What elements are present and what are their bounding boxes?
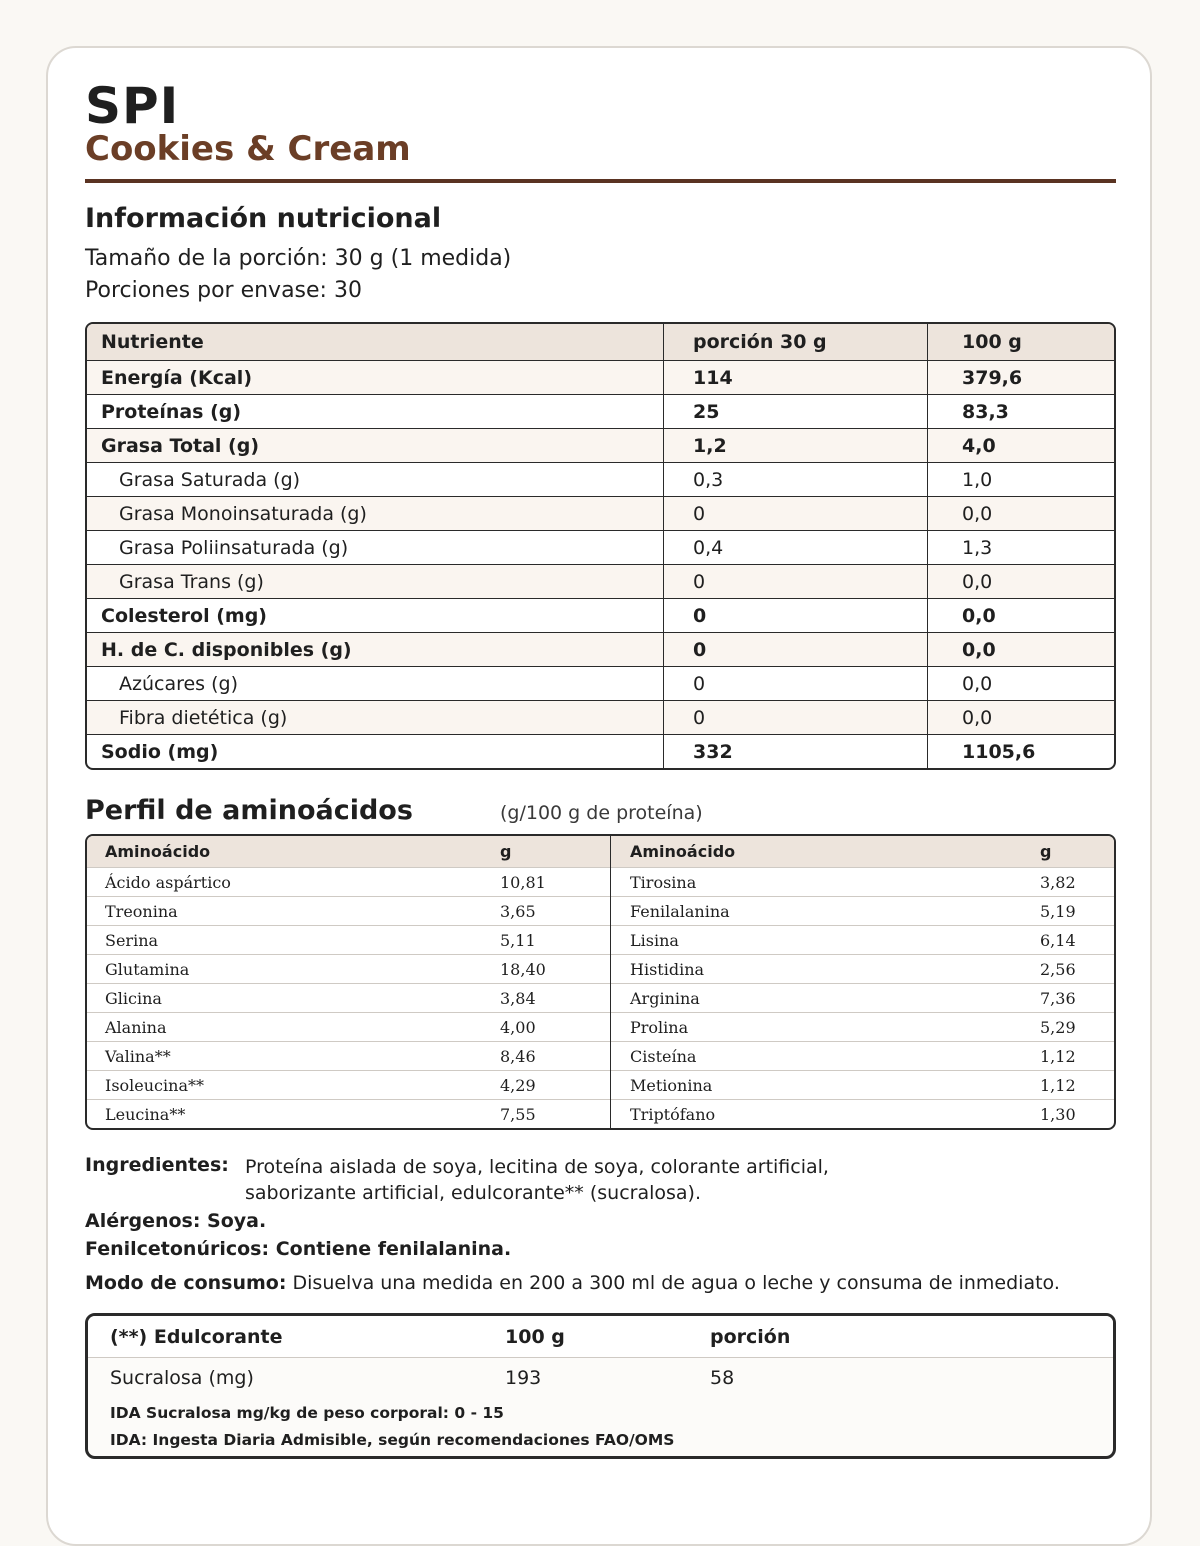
amino-value: 1,30 xyxy=(1040,1100,1114,1129)
column-header-g-left: g xyxy=(500,836,611,868)
nutrient-name: Fibra dietética (g) xyxy=(87,701,664,735)
nutrient-per100: 379,6 xyxy=(928,361,1115,395)
table-row xyxy=(87,599,1114,633)
column-header-100g: 100 g xyxy=(928,324,1115,361)
amino-value: 8,46 xyxy=(500,1042,611,1071)
nutrient-per100: 83,3 xyxy=(928,395,1115,429)
table-row xyxy=(87,531,1114,565)
amino-name: Histidina xyxy=(611,955,1041,984)
table-row xyxy=(87,1013,1114,1042)
amino-value: 4,29 xyxy=(500,1071,611,1100)
servings-per-container: Porciones por envase: 30 xyxy=(85,278,362,303)
table-row xyxy=(87,1071,1114,1100)
amino-name: Triptófano xyxy=(611,1100,1041,1129)
amino-value: 3,82 xyxy=(1040,868,1114,897)
nutrient-portion: 114 xyxy=(664,361,928,395)
nutrient-name: Grasa Saturada (g) xyxy=(87,463,664,497)
table-row xyxy=(87,926,1114,955)
table-row xyxy=(87,1042,1114,1071)
nutrient-per100: 0,0 xyxy=(928,701,1115,735)
sweetener-header-100g: 100 g xyxy=(505,1326,565,1348)
nutrient-portion: 0 xyxy=(664,633,928,667)
nutrient-portion: 0 xyxy=(664,667,928,701)
table-row xyxy=(87,868,1114,897)
nutrient-per100: 4,0 xyxy=(928,429,1115,463)
table-row xyxy=(87,463,1114,497)
sweetener-box xyxy=(85,1313,1116,1459)
sweetener-note-ida: IDA Sucralosa mg/kg de peso corporal: 0 - 15 xyxy=(110,1404,504,1422)
sweetener-item-portion: 58 xyxy=(710,1367,735,1389)
amino-value: 5,29 xyxy=(1040,1013,1114,1042)
nutrient-per100: 1105,6 xyxy=(962,740,1036,763)
table-row xyxy=(87,1100,1114,1129)
nutrition-table xyxy=(85,322,1116,770)
amino-value: 10,81 xyxy=(500,868,611,897)
table-row xyxy=(87,667,1114,701)
amino-name: Ácido aspártico xyxy=(87,868,500,897)
nutrient-name: Grasa Trans (g) xyxy=(87,565,664,599)
amino-name: Metionina xyxy=(611,1071,1041,1100)
amino-value: 2,56 xyxy=(1040,955,1114,984)
amino-value: 5,11 xyxy=(500,926,611,955)
nutrient-per100: 0,0 xyxy=(928,497,1115,531)
nutrient-name: H. de C. disponibles (g) xyxy=(87,633,664,667)
nutrient-portion: 0 xyxy=(664,565,928,599)
table-row xyxy=(87,497,1114,531)
header-divider xyxy=(85,179,1116,183)
amino-name: Glicina xyxy=(87,984,500,1013)
nutrient-name: Grasa Poliinsaturada (g) xyxy=(87,531,664,565)
sweetener-item-100g: 193 xyxy=(505,1367,542,1389)
table-row xyxy=(87,565,1114,599)
amino-value: 1,12 xyxy=(1040,1071,1114,1100)
amino-value: 18,40 xyxy=(500,955,611,984)
sweetener-header-portion: porción xyxy=(710,1326,791,1348)
amino-value: 5,19 xyxy=(1040,897,1114,926)
usage-text: Disuelva una medida en 200 a 300 ml de agua o leche y consuma de inmediato. xyxy=(292,1272,1060,1294)
amino-name: Tirosina xyxy=(611,868,1041,897)
nutrient-per100: 0,0 xyxy=(928,599,1115,633)
amino-name: Arginina xyxy=(611,984,1041,1013)
amino-title: Perfil de aminoácidos xyxy=(85,795,413,826)
serving-size: Tamaño de la porción: 30 g (1 medida) xyxy=(85,246,512,271)
nutrient-name: Sodio (mg) xyxy=(87,735,664,769)
nutrient-name: Azúcares (g) xyxy=(87,667,664,701)
nutrient-name: Energía (Kcal) xyxy=(87,361,664,395)
nutrition-title: Información nutricional xyxy=(85,203,442,234)
amino-name: Fenilalanina xyxy=(611,897,1041,926)
amino-name: Isoleucina** xyxy=(87,1071,500,1100)
table-row xyxy=(87,897,1114,926)
column-header-portion: porción 30 g xyxy=(664,324,928,361)
amino-table xyxy=(85,834,1116,1130)
table-row xyxy=(87,955,1114,984)
nutrient-per100: 0,0 xyxy=(928,633,1115,667)
nutrient-name: Grasa Total (g) xyxy=(87,429,664,463)
amino-name: Cisteína xyxy=(611,1042,1041,1071)
table-row xyxy=(87,633,1114,667)
nutrient-portion: 0 xyxy=(664,599,928,633)
amino-name: Valina** xyxy=(87,1042,500,1071)
amino-name: Lisina xyxy=(611,926,1041,955)
amino-value: 4,00 xyxy=(500,1013,611,1042)
column-header-amino-right: Aminoácido xyxy=(611,836,1041,868)
amino-name: Prolina xyxy=(611,1013,1041,1042)
amino-value: 6,14 xyxy=(1040,926,1114,955)
ingredients-label: Ingredientes: xyxy=(85,1154,229,1176)
amino-unit: (g/100 g de proteína) xyxy=(500,802,703,824)
amino-value: 1,12 xyxy=(1040,1042,1114,1071)
nutrient-name: Colesterol (mg) xyxy=(87,599,664,633)
nutrient-per100: 1,3 xyxy=(928,531,1115,565)
usage-line xyxy=(85,1270,1060,1296)
table-row xyxy=(87,984,1114,1013)
amino-name: Treonina xyxy=(87,897,500,926)
nutrient-portion: 0 xyxy=(664,701,928,735)
nutrient-portion: 1,2 xyxy=(664,429,928,463)
nutrient-portion: 0,3 xyxy=(664,463,928,497)
phenylketonurics-line: Fenilcetonúricos: Contiene fenilalanina. xyxy=(85,1238,512,1260)
nutrition-header-row xyxy=(87,324,1114,361)
nutrient-portion: 0 xyxy=(664,497,928,531)
nutrient-name: Grasa Monoinsaturada (g) xyxy=(87,497,664,531)
amino-name: Alanina xyxy=(87,1013,500,1042)
amino-name: Glutamina xyxy=(87,955,500,984)
nutrient-portion: 332 xyxy=(664,735,928,769)
column-header-amino-left: Aminoácido xyxy=(87,836,500,868)
column-header-g-right: g xyxy=(1040,836,1114,868)
nutrient-portion: 25 xyxy=(664,395,928,429)
column-header-nutrient: Nutriente xyxy=(87,324,664,361)
amino-value: 3,84 xyxy=(500,984,611,1013)
table-row xyxy=(87,735,1114,769)
nutrient-per100: 0,0 xyxy=(928,565,1115,599)
table-row xyxy=(87,361,1114,395)
nutrient-per100: 1,0 xyxy=(928,463,1115,497)
product-flavor: Cookies & Cream xyxy=(85,129,411,169)
nutrient-portion: 0,4 xyxy=(664,531,928,565)
table-row xyxy=(87,701,1114,735)
sweetener-header-name: (**) Edulcorante xyxy=(110,1326,283,1348)
table-row xyxy=(87,395,1114,429)
amino-value: 3,65 xyxy=(500,897,611,926)
amino-value: 7,55 xyxy=(500,1100,611,1129)
amino-name: Leucina** xyxy=(87,1100,500,1129)
sweetener-note-definition: IDA: Ingesta Diaria Admisible, según recomendaciones FAO/OMS xyxy=(110,1431,675,1449)
amino-value: 7,36 xyxy=(1040,984,1114,1013)
amino-name: Serina xyxy=(87,926,500,955)
allergens-line: Alérgenos: Soya. xyxy=(85,1210,267,1232)
nutrient-per100: 0,0 xyxy=(928,667,1115,701)
ingredients-text: Proteína aislada de soya, lecitina de soya, colorante artificial, saborizante artificial, edulcorante** (sucralosa). xyxy=(245,1156,829,1204)
sweetener-item-name: Sucralosa (mg) xyxy=(110,1367,254,1389)
amino-header-row xyxy=(87,836,1114,868)
brand-name: SPI xyxy=(85,77,180,135)
nutrient-name: Proteínas (g) xyxy=(87,395,664,429)
table-row xyxy=(87,429,1114,463)
usage-label: Modo de consumo: xyxy=(85,1272,287,1294)
